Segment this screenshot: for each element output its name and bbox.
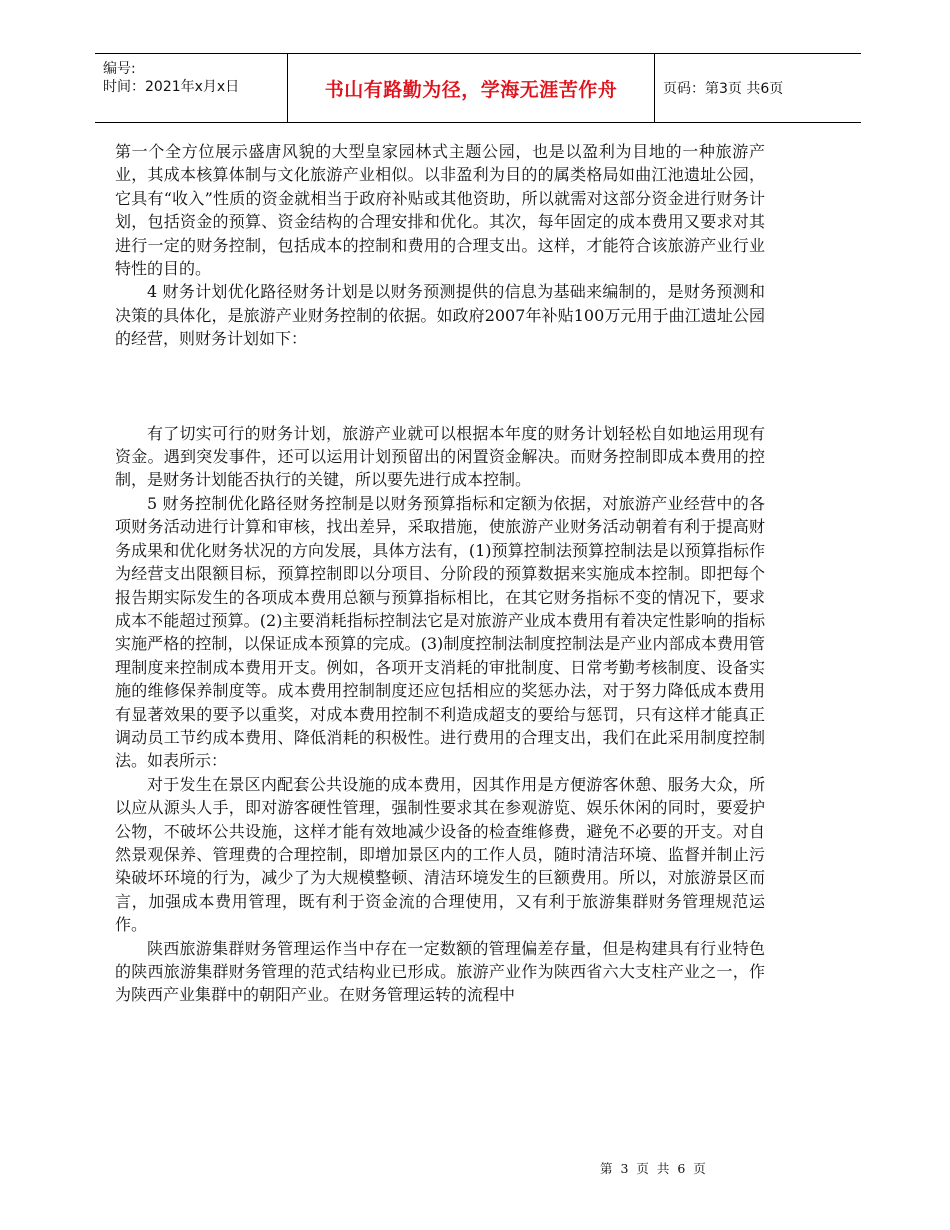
document-body [115,140,765,1007]
paragraph: 5 财务控制优化路径财务控制是以财务预算指标和定额为依据，对旅游产业经营中的各项财务活动进行计算和审核，找出差异，采取措施，使旅游产业财务活动朝着有利于提高财务成果和优化财务状况的方向发展，具体方法有，(1)预算控制法预算控制法是以预算指标作为经营支出限额目标，预算控制即以分项目、分阶段的预算数据来实施成本控制。即把每个报告期实际发生的各项成本费用总额与预算指标相比，在其它财务指标不变的情况下，要求成本不能超过预算。(2)主要消耗指标控制法它是对旅游产业成本费用有着决定性影响的指标实施严格的控制，以保证成本预算的完成。(3)制度控制法制度控制法是产业内部成本费用管理制度来控制成本费用开支。例如，各项开支消耗的审批制度、日常考勤考核制度、设备实施的维修保养制度等。成本费用控制制度还应包括相应的奖惩办法，对于努力降低成本费用有显著效果的要予以重奖，对成本费用控制不利造成超支的要给与惩罚，只有这样才能真正调动员工节约成本费用、降低消耗的积极性。进行费用的合理支出，我们在此采用制度控制法。如表所示： [115,493,765,771]
header-meta [95,54,288,122]
document-time-label: 时间：2021年x月x日 [103,79,240,95]
header-motto: 书山有路勤为径，学海无涯苦作舟 [324,78,618,101]
page-header [95,53,861,123]
document-number-label: 编号: [103,61,136,77]
header-page-code: 页码：第3页 共6页 [663,81,784,97]
paragraph: 陕西旅游集群财务管理运作当中存在一定数额的管理偏差存量，但是构建具有行业特色的陕西旅游集群财务管理的范式结构业已形成。旅游产业作为陕西省六大支柱产业之一，作为陕西产业集群中的朝阳产业。在财务管理运转的流程中 [115,938,765,1005]
paragraph: 4 财务计划优化路径财务计划是以财务预测提供的信息为基础来编制的，是财务预测和决策的具体化，是旅游产业财务控制的依据。如政府2007年补贴100万元用于曲江遗址公园的经营，则财务计划如下： [115,282,765,349]
header-motto-cell [288,54,655,122]
paragraph: 有了切实可行的财务计划，旅游产业就可以根据本年度的财务计划轻松自如地运用现有资金。遇到突发事件，还可以运用计划预留出的闲置资金解决。而财务控制即成本费用的控制，是财务计划能否执行的关键，所以要先进行成本控制。 [115,423,765,490]
page-footer: 第 3 页 共 6 页 [600,1161,708,1176]
table-placeholder-gap [115,351,765,422]
paragraph: 第一个全方位展示盛唐风貌的大型皇家园林式主题公园，也是以盈利为目地的一种旅游产业，其成本核算体制与文化旅游产业相似。以非盈利为目的的属类格局如曲江池遗址公园，它具有“收入”性质的资金就相当于政府补贴或其他资助，所以就需对这部分资金进行财务计划，包括资金的预算、资金结构的合理安排和优化。其次，每年固定的成本费用又要求对其进行一定的财务控制，包括成本的控制和费用的合理支出。这样，才能符合该旅游产业行业特性的目的。 [115,142,765,279]
header-page-code-cell [655,54,861,122]
paragraph: 对于发生在景区内配套公共设施的成本费用，因其作用是方便游客休憩、服务大众，所以应从源头人手，即对游客硬性管理，强制性要求其在参观游览、娱乐休闲的同时，要爱护公物，不破坏公共设施，这样才能有效地减少设备的检查维修费，避免不必要的开支。对自然景观保养、管理费的合理控制，即增加景区内的工作人员，随时清洁环境、监督并制止污染破坏环境的行为，减少了为大规模整顿、清洁环境发生的巨额费用。所以，对旅游景区而言，加强成本费用管理，既有利于资金流的合理使用，又有利于旅游集群财务管理规范运作。 [115,774,765,935]
